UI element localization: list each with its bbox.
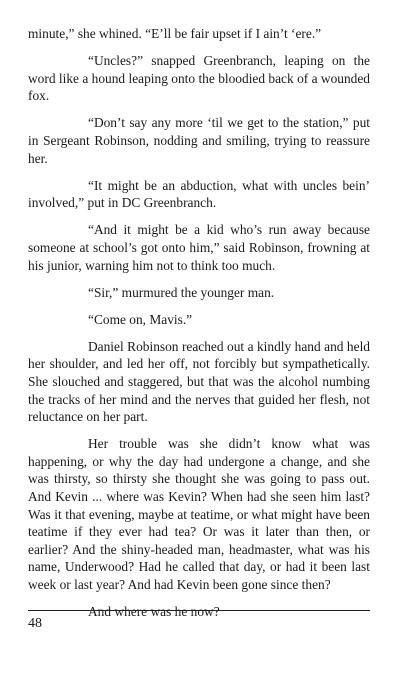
paragraph: “Come on, Mavis.” (88, 311, 193, 327)
body-text (28, 25, 370, 630)
paragraph: Her trouble was she didn’t know what was happening, or why the day had undergone a change, and she was thirsty, so thirsty she thought she was going to pass out. And Kevin ... where was Kevin? When had she seen him last? Was it that evening, maybe at teatime, or what might have been teatime if they ever had tea? Or was it later than then, or earlier? And the shiny-headed man, headmaster, what was his name, Underwood? Had he called that day, or had it been last week or last year? And had Kevin been gone since then? (28, 436, 370, 593)
footer-divider (28, 610, 370, 611)
paragraph: And where was he now? (88, 604, 220, 620)
paragraph: Daniel Robinson reached out a kindly hand and held her shoulder, and led her off, not forcibly but sympathetically. She slouched and staggered, but that was the alcohol numbing the tracks of her mind and the nerves that guided her flesh, not reluctance on her part. (28, 338, 370, 425)
paragraph: “And it might be a kid who’s run away because someone at school’s got onto him,” said Robinson, frowning at his junior, warning him not to think too much. (28, 222, 370, 273)
paragraph: “Don’t say any more ‘til we get to the station,” put in Sergeant Robinson, nodding and smiling, trying to reassure her. (28, 115, 370, 166)
paragraph: “Uncles?” snapped Greenbranch, leaping on the word like a hound leaping onto the bloodied back of a wounded fox. (28, 53, 370, 104)
page-number: 48 (28, 616, 42, 631)
paragraph-continuation: minute,” she whined. “E’ll be fair upset if I ain’t ‘ere.” (28, 26, 322, 41)
paragraph: “Sir,” murmured the younger man. (88, 284, 275, 300)
paragraph: “It might be an abduction, what with uncles bein’ involved,” put in DC Greenbranch. (28, 177, 370, 211)
